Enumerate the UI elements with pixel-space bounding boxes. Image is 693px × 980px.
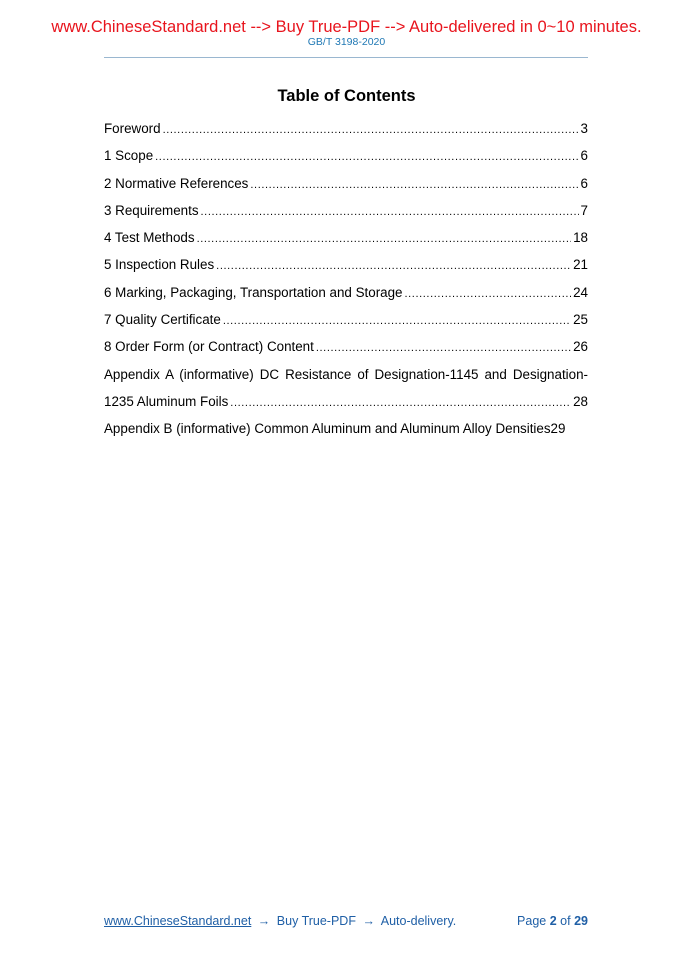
- toc-entry-label: 4 Test Methods: [104, 230, 195, 246]
- toc-entry-page: 29: [550, 421, 566, 437]
- footer-site-link[interactable]: www.ChineseStandard.net: [104, 914, 252, 928]
- toc-entry-test-methods[interactable]: [104, 224, 588, 251]
- toc-entry-page: 3: [580, 121, 588, 136]
- current-page-number: 2: [549, 914, 557, 928]
- arrow-right-icon: →: [362, 914, 375, 928]
- toc-leader-dots: [197, 226, 572, 253]
- toc-entry-page: 7: [580, 202, 588, 218]
- toc-entry-label: 1 Scope: [104, 148, 154, 164]
- toc-entry-inspection-rules[interactable]: [104, 251, 588, 278]
- toc-entry-scope[interactable]: [104, 142, 588, 169]
- toc-entry-label: 1235 Aluminum Foils: [104, 393, 229, 409]
- table-of-contents: [104, 115, 588, 443]
- toc-entry-page: 24: [573, 284, 588, 300]
- toc-leader-dots: [216, 253, 571, 280]
- toc-entry-page: 6: [580, 148, 588, 164]
- page-number: [517, 914, 588, 928]
- toc-entry-page: 6: [580, 175, 588, 191]
- toc-entry-label: 8 Order Form (or Contract) Content: [104, 339, 314, 355]
- toc-leader-dots: [163, 117, 579, 144]
- page-footer: [104, 914, 588, 928]
- footer-links: [104, 914, 456, 928]
- toc-leader-dots: [201, 199, 579, 226]
- toc-entry-appendix-b[interactable]: [104, 415, 588, 442]
- toc-entry-page: 28: [573, 393, 588, 409]
- document-code: GB/T 3198-2020: [307, 36, 386, 48]
- toc-entry-page: 21: [573, 257, 588, 273]
- toc-title: Table of Contents: [277, 87, 416, 105]
- toc-entry-label: Foreword: [104, 121, 161, 136]
- page-word: Page: [517, 914, 547, 928]
- toc-entry-order-form[interactable]: [104, 333, 588, 360]
- toc-entry-page: 18: [573, 230, 588, 246]
- footer-delivery-text: Auto-delivery.: [380, 914, 457, 928]
- toc-entry-label: 5 Inspection Rules: [104, 257, 215, 273]
- toc-entry-appendix-a-line1[interactable]: [104, 361, 588, 388]
- top-banner[interactable]: www.ChineseStandard.net --> Buy True-PDF --> Auto-delivered in 0~10 minutes.: [51, 18, 642, 36]
- toc-leader-dots: [405, 281, 572, 308]
- toc-entry-label: 6 Marking, Packaging, Transportation and Storage: [104, 284, 403, 300]
- total-pages-number: 29: [574, 914, 588, 928]
- toc-entry-label: Appendix A (informative) DC Resistance of Designation-1145 and Designation-: [104, 366, 588, 382]
- toc-entry-page: 26: [573, 339, 588, 355]
- toc-entry-label: 2 Normative References: [104, 175, 249, 191]
- toc-leader-dots: [250, 172, 578, 199]
- toc-entry-label: Appendix B (informative) Common Aluminum and Aluminum Alloy Densities: [104, 421, 551, 437]
- toc-entry-label: 3 Requirements: [104, 202, 199, 218]
- header-divider: [104, 57, 588, 58]
- toc-leader-dots: [155, 144, 578, 171]
- toc-entry-marking-packaging[interactable]: [104, 279, 588, 306]
- toc-leader-dots: [316, 335, 571, 362]
- toc-entry-foreword[interactable]: [104, 115, 588, 142]
- toc-entry-appendix-a-line2[interactable]: [104, 388, 588, 415]
- footer-buy-text: Buy True-PDF: [276, 914, 356, 928]
- toc-entry-requirements[interactable]: [104, 197, 588, 224]
- arrow-right-icon: →: [257, 914, 271, 928]
- toc-entry-page: 25: [573, 312, 588, 328]
- toc-leader-dots: [223, 308, 571, 335]
- toc-leader-dots: [230, 390, 571, 417]
- toc-entry-quality-certificate[interactable]: [104, 306, 588, 333]
- toc-entry-label: 7 Quality Certificate: [104, 312, 221, 328]
- of-word: of: [560, 914, 571, 928]
- toc-entry-normative-references[interactable]: [104, 170, 588, 197]
